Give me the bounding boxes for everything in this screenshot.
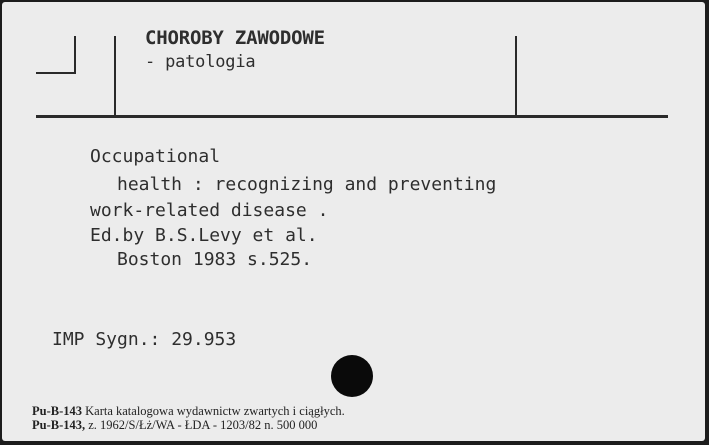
footer-code-1: Pu-B-143 — [32, 404, 82, 418]
subject-sub: - patologia — [145, 52, 256, 72]
subject-main: CHOROBY ZAWODOWE — [145, 27, 325, 49]
header-bottom-rule — [36, 115, 668, 118]
footer-code-2: Pu-B-143, — [32, 418, 86, 432]
footer-text-1: Karta katalogowa wydawnictw zwartych i ciągłych. — [85, 404, 345, 418]
left-mark-vertical — [74, 36, 76, 74]
catalog-card — [2, 2, 705, 441]
record-line-3: work-related disease . — [90, 200, 329, 221]
footer-line-1 — [32, 404, 345, 418]
header-rule-right — [515, 36, 517, 116]
printed-footer — [32, 404, 345, 432]
record-line-1: Occupational — [90, 146, 221, 167]
record-line-2: health : recognizing and preventing — [117, 174, 497, 195]
punched-hole — [331, 355, 373, 397]
subject-heading — [145, 26, 325, 74]
record-line-4: Ed.by B.S.Levy et al. — [90, 225, 318, 246]
call-number: IMP Sygn.: 29.953 — [52, 329, 237, 350]
header-rule-left — [114, 36, 116, 116]
footer-text-2: z. 1962/S/Łż/WA - ŁDA - 1203/82 n. 500 000 — [88, 418, 318, 432]
left-mark-horizontal — [36, 72, 76, 74]
record-line-5: Boston 1983 s.525. — [117, 249, 313, 270]
footer-line-2 — [32, 418, 345, 432]
